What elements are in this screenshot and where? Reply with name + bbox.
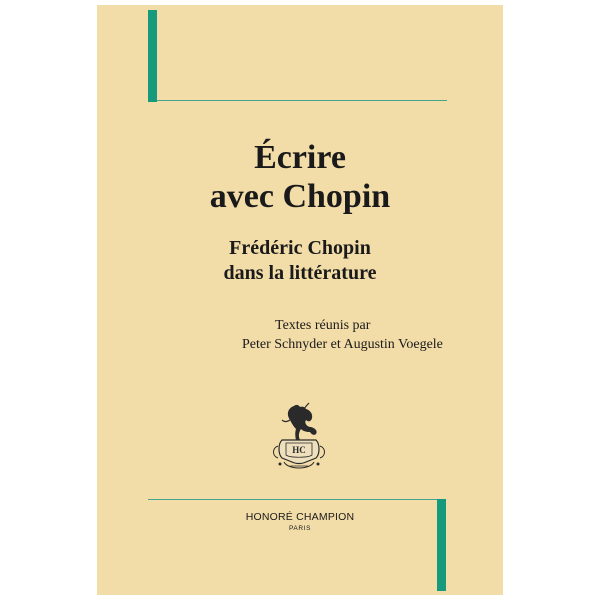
subtitle-line-2: dans la littérature	[223, 262, 377, 284]
publisher-name: HONORÉ CHAMPION	[245, 511, 355, 523]
credits-line-1: Textes réunis par	[275, 318, 371, 333]
accent-bar-top	[148, 10, 157, 102]
editors-credit	[242, 316, 525, 354]
title-line-2: avec Chopin	[209, 178, 391, 215]
title-line-1: Écrire	[254, 139, 346, 176]
book-subtitle	[100, 236, 500, 286]
book-title	[100, 138, 500, 216]
accent-rule-top	[157, 100, 447, 101]
credits-line-2: Peter Schnyder et Augustin Voegele	[242, 337, 443, 352]
subtitle-line-1: Frédéric Chopin	[229, 237, 371, 259]
publisher-city: PARIS	[288, 525, 312, 532]
accent-rule-bottom	[148, 499, 437, 500]
emblem-monogram: HC	[292, 445, 306, 455]
rearing-horse-emblem-icon	[268, 400, 330, 475]
